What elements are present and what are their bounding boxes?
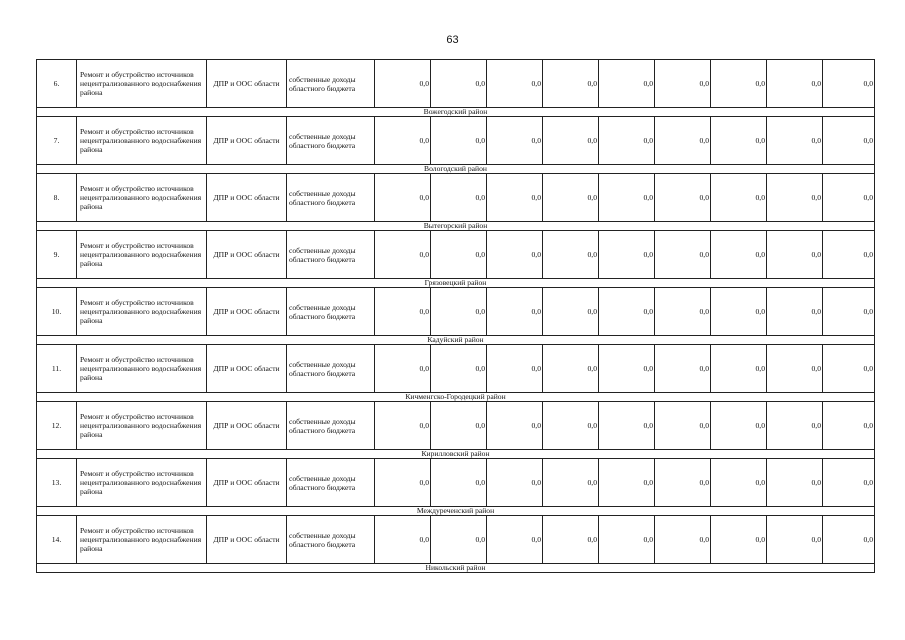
activity-name: Ремонт и обустройство источников нецентрализованного водоснабжения района (77, 60, 207, 108)
value-cell: 0,0 (655, 117, 711, 165)
value-cell: 0,0 (487, 117, 543, 165)
value-cell: 0,0 (711, 117, 767, 165)
value-cell: 0,0 (599, 402, 655, 450)
value-cell: 0,0 (375, 516, 431, 564)
value-cell: 0,0 (823, 402, 875, 450)
value-cell: 0,0 (711, 402, 767, 450)
value-cell: 0,0 (711, 459, 767, 507)
activity-name: Ремонт и обустройство источников нецентрализованного водоснабжения района (77, 459, 207, 507)
value-cell: 0,0 (487, 345, 543, 393)
value-cell: 0,0 (823, 459, 875, 507)
table-row (37, 288, 875, 336)
value-cell: 0,0 (543, 231, 599, 279)
activity-name: Ремонт и обустройство источников нецентрализованного водоснабжения района (77, 117, 207, 165)
value-cell: 0,0 (543, 174, 599, 222)
district-name: Вытегорский район (37, 222, 875, 231)
row-number: 11. (37, 345, 77, 393)
value-cell: 0,0 (711, 174, 767, 222)
activity-name: Ремонт и обустройство источников нецентрализованного водоснабжения района (77, 231, 207, 279)
value-cell: 0,0 (487, 174, 543, 222)
value-cell: 0,0 (767, 345, 823, 393)
value-cell: 0,0 (599, 459, 655, 507)
value-cell: 0,0 (543, 117, 599, 165)
district-row (37, 222, 875, 231)
value-cell: 0,0 (431, 288, 487, 336)
value-cell: 0,0 (599, 174, 655, 222)
value-cell: 0,0 (711, 60, 767, 108)
value-cell: 0,0 (655, 174, 711, 222)
executor-name: ДПР и ООС области (207, 174, 287, 222)
activity-name: Ремонт и обустройство источников нецентрализованного водоснабжения района (77, 402, 207, 450)
district-row (37, 279, 875, 288)
value-cell: 0,0 (599, 345, 655, 393)
value-cell: 0,0 (431, 402, 487, 450)
executor-name: ДПР и ООС области (207, 402, 287, 450)
value-cell: 0,0 (487, 402, 543, 450)
value-cell: 0,0 (375, 402, 431, 450)
value-cell: 0,0 (375, 60, 431, 108)
table-row (37, 60, 875, 108)
value-cell: 0,0 (487, 288, 543, 336)
value-cell: 0,0 (655, 345, 711, 393)
funding-source: собственные доходы областного бюджета (287, 459, 375, 507)
table-row (37, 345, 875, 393)
row-number: 12. (37, 402, 77, 450)
table-row (37, 174, 875, 222)
funding-source: собственные доходы областного бюджета (287, 288, 375, 336)
funding-source: собственные доходы областного бюджета (287, 231, 375, 279)
row-number: 10. (37, 288, 77, 336)
value-cell: 0,0 (599, 117, 655, 165)
value-cell: 0,0 (767, 516, 823, 564)
value-cell: 0,0 (767, 459, 823, 507)
value-cell: 0,0 (767, 402, 823, 450)
executor-name: ДПР и ООС области (207, 117, 287, 165)
value-cell: 0,0 (655, 231, 711, 279)
row-number: 8. (37, 174, 77, 222)
funding-source: собственные доходы областного бюджета (287, 345, 375, 393)
district-row (37, 564, 875, 573)
value-cell: 0,0 (543, 60, 599, 108)
value-cell: 0,0 (431, 174, 487, 222)
district-name: Кадуйский район (37, 336, 875, 345)
value-cell: 0,0 (543, 402, 599, 450)
value-cell: 0,0 (431, 345, 487, 393)
district-row (37, 393, 875, 402)
value-cell: 0,0 (431, 516, 487, 564)
value-cell: 0,0 (431, 459, 487, 507)
table-row (37, 516, 875, 564)
value-cell: 0,0 (543, 516, 599, 564)
value-cell: 0,0 (543, 345, 599, 393)
budget-table (36, 59, 875, 573)
value-cell: 0,0 (599, 231, 655, 279)
executor-name: ДПР и ООС области (207, 516, 287, 564)
value-cell: 0,0 (487, 60, 543, 108)
value-cell: 0,0 (767, 117, 823, 165)
district-row (37, 165, 875, 174)
value-cell: 0,0 (767, 231, 823, 279)
value-cell: 0,0 (655, 60, 711, 108)
district-name: Вологодский район (37, 165, 875, 174)
value-cell: 0,0 (711, 516, 767, 564)
district-name: Кичменгско-Городецкий район (37, 393, 875, 402)
value-cell: 0,0 (431, 231, 487, 279)
value-cell: 0,0 (375, 117, 431, 165)
district-name: Вожегодский район (37, 108, 875, 117)
value-cell: 0,0 (543, 459, 599, 507)
value-cell: 0,0 (823, 117, 875, 165)
district-name: Никольский район (37, 564, 875, 573)
district-row (37, 336, 875, 345)
value-cell: 0,0 (487, 459, 543, 507)
value-cell: 0,0 (767, 174, 823, 222)
value-cell: 0,0 (375, 174, 431, 222)
value-cell: 0,0 (487, 516, 543, 564)
value-cell: 0,0 (655, 459, 711, 507)
table-row (37, 459, 875, 507)
activity-name: Ремонт и обустройство источников нецентрализованного водоснабжения района (77, 345, 207, 393)
table-row (37, 402, 875, 450)
activity-name: Ремонт и обустройство источников нецентрализованного водоснабжения района (77, 288, 207, 336)
row-number: 9. (37, 231, 77, 279)
page-number: 63 (446, 34, 459, 46)
value-cell: 0,0 (431, 60, 487, 108)
value-cell: 0,0 (823, 345, 875, 393)
funding-source: собственные доходы областного бюджета (287, 60, 375, 108)
value-cell: 0,0 (599, 516, 655, 564)
value-cell: 0,0 (823, 174, 875, 222)
district-name: Междуреченский район (37, 507, 875, 516)
value-cell: 0,0 (375, 231, 431, 279)
value-cell: 0,0 (543, 288, 599, 336)
table-row (37, 231, 875, 279)
funding-source: собственные доходы областного бюджета (287, 174, 375, 222)
district-name: Кирилловский район (37, 450, 875, 459)
activity-name: Ремонт и обустройство источников нецентрализованного водоснабжения района (77, 516, 207, 564)
value-cell: 0,0 (375, 345, 431, 393)
value-cell: 0,0 (655, 288, 711, 336)
value-cell: 0,0 (599, 288, 655, 336)
value-cell: 0,0 (599, 60, 655, 108)
funding-source: собственные доходы областного бюджета (287, 516, 375, 564)
value-cell: 0,0 (711, 288, 767, 336)
row-number: 13. (37, 459, 77, 507)
district-row (37, 108, 875, 117)
district-row (37, 507, 875, 516)
executor-name: ДПР и ООС области (207, 345, 287, 393)
activity-name: Ремонт и обустройство источников нецентрализованного водоснабжения района (77, 174, 207, 222)
funding-source: собственные доходы областного бюджета (287, 117, 375, 165)
funding-source: собственные доходы областного бюджета (287, 402, 375, 450)
value-cell: 0,0 (711, 231, 767, 279)
executor-name: ДПР и ООС области (207, 231, 287, 279)
table-row (37, 117, 875, 165)
executor-name: ДПР и ООС области (207, 288, 287, 336)
value-cell: 0,0 (375, 288, 431, 336)
value-cell: 0,0 (823, 60, 875, 108)
value-cell: 0,0 (431, 117, 487, 165)
row-number: 6. (37, 60, 77, 108)
value-cell: 0,0 (655, 402, 711, 450)
value-cell: 0,0 (487, 231, 543, 279)
executor-name: ДПР и ООС области (207, 60, 287, 108)
value-cell: 0,0 (655, 516, 711, 564)
row-number: 7. (37, 117, 77, 165)
value-cell: 0,0 (711, 345, 767, 393)
district-row (37, 450, 875, 459)
executor-name: ДПР и ООС области (207, 459, 287, 507)
table-body (37, 60, 875, 573)
value-cell: 0,0 (823, 288, 875, 336)
value-cell: 0,0 (767, 288, 823, 336)
value-cell: 0,0 (375, 459, 431, 507)
value-cell: 0,0 (823, 231, 875, 279)
row-number: 14. (37, 516, 77, 564)
value-cell: 0,0 (767, 60, 823, 108)
value-cell: 0,0 (823, 516, 875, 564)
district-name: Грязовецкий район (37, 279, 875, 288)
